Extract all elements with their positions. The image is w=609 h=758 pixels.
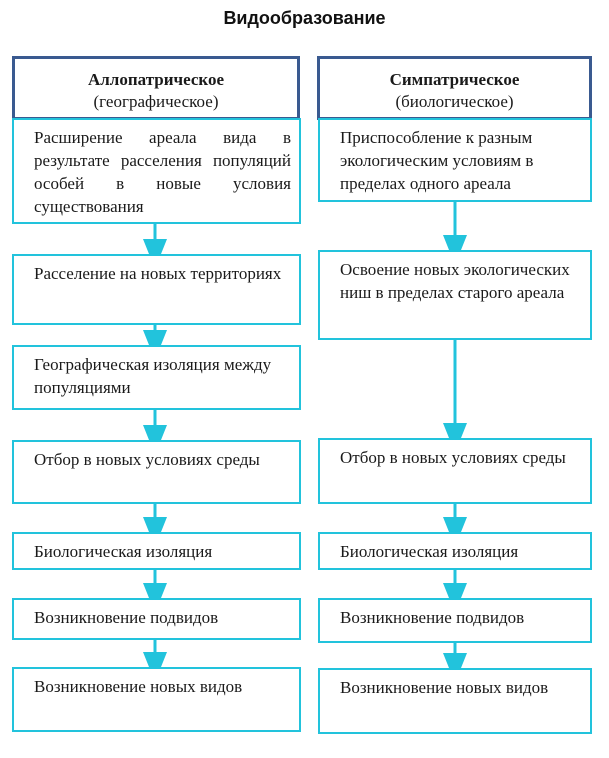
- allopatric-step-5: [12, 532, 301, 570]
- allopatric-step-7-text: Возникновение новых видов: [34, 677, 243, 696]
- page-title: Видообразование: [223, 8, 386, 28]
- allopatric-header-subtitle: (географическое): [93, 92, 219, 111]
- sympatric-step-6-text: Возникновение новых видов: [340, 678, 549, 697]
- sympatric-header-title: Симпатрическое: [389, 70, 520, 89]
- sympatric-step-5: [318, 598, 592, 643]
- allopatric-step-4: [12, 440, 301, 504]
- sympatric-step-5-text: Возникновение подвидов: [340, 608, 525, 627]
- allopatric-step-6-text: Возникновение подвидов: [34, 608, 219, 627]
- allopatric-step-2-text: Расселение на новых территориях: [34, 264, 282, 283]
- sympatric-header-subtitle: (биологическое): [395, 92, 514, 111]
- allopatric-step-2: [12, 254, 301, 325]
- sympatric-step-4: [318, 532, 592, 570]
- sympatric-header: [317, 56, 592, 120]
- allopatric-step-3: [12, 345, 301, 410]
- sympatric-step-3: [318, 438, 592, 504]
- allopatric-step-1: [12, 118, 301, 224]
- sympatric-step-2-text: Освоение новых экологических ниш в пределах старого ареала: [340, 260, 570, 302]
- sympatric-step-3-text: Отбор в новых условиях среды: [340, 448, 566, 467]
- allopatric-step-5-text: Биологическая изоляция: [34, 542, 213, 561]
- allopatric-step-1-text: Расширение ареала вида в результате расселения популяций особей в новые условия существования: [34, 128, 291, 216]
- allopatric-header-title: Аллопатрическое: [87, 70, 225, 89]
- sympatric-step-1: [318, 118, 592, 202]
- sympatric-step-4-text: Биологическая изоляция: [340, 542, 519, 561]
- sympatric-step-2: [318, 250, 592, 340]
- allopatric-step-3-text: Географическая изоляция между популяциями: [34, 355, 272, 397]
- allopatric-step-4-text: Отбор в новых условиях среды: [34, 450, 260, 469]
- allopatric-header: [12, 56, 300, 120]
- allopatric-step-6: [12, 598, 301, 640]
- sympatric-step-6: [318, 668, 592, 734]
- allopatric-step-7: [12, 667, 301, 732]
- sympatric-step-1-text: Приспособление к разным экологическим условиям в пределах одного ареала: [340, 128, 534, 193]
